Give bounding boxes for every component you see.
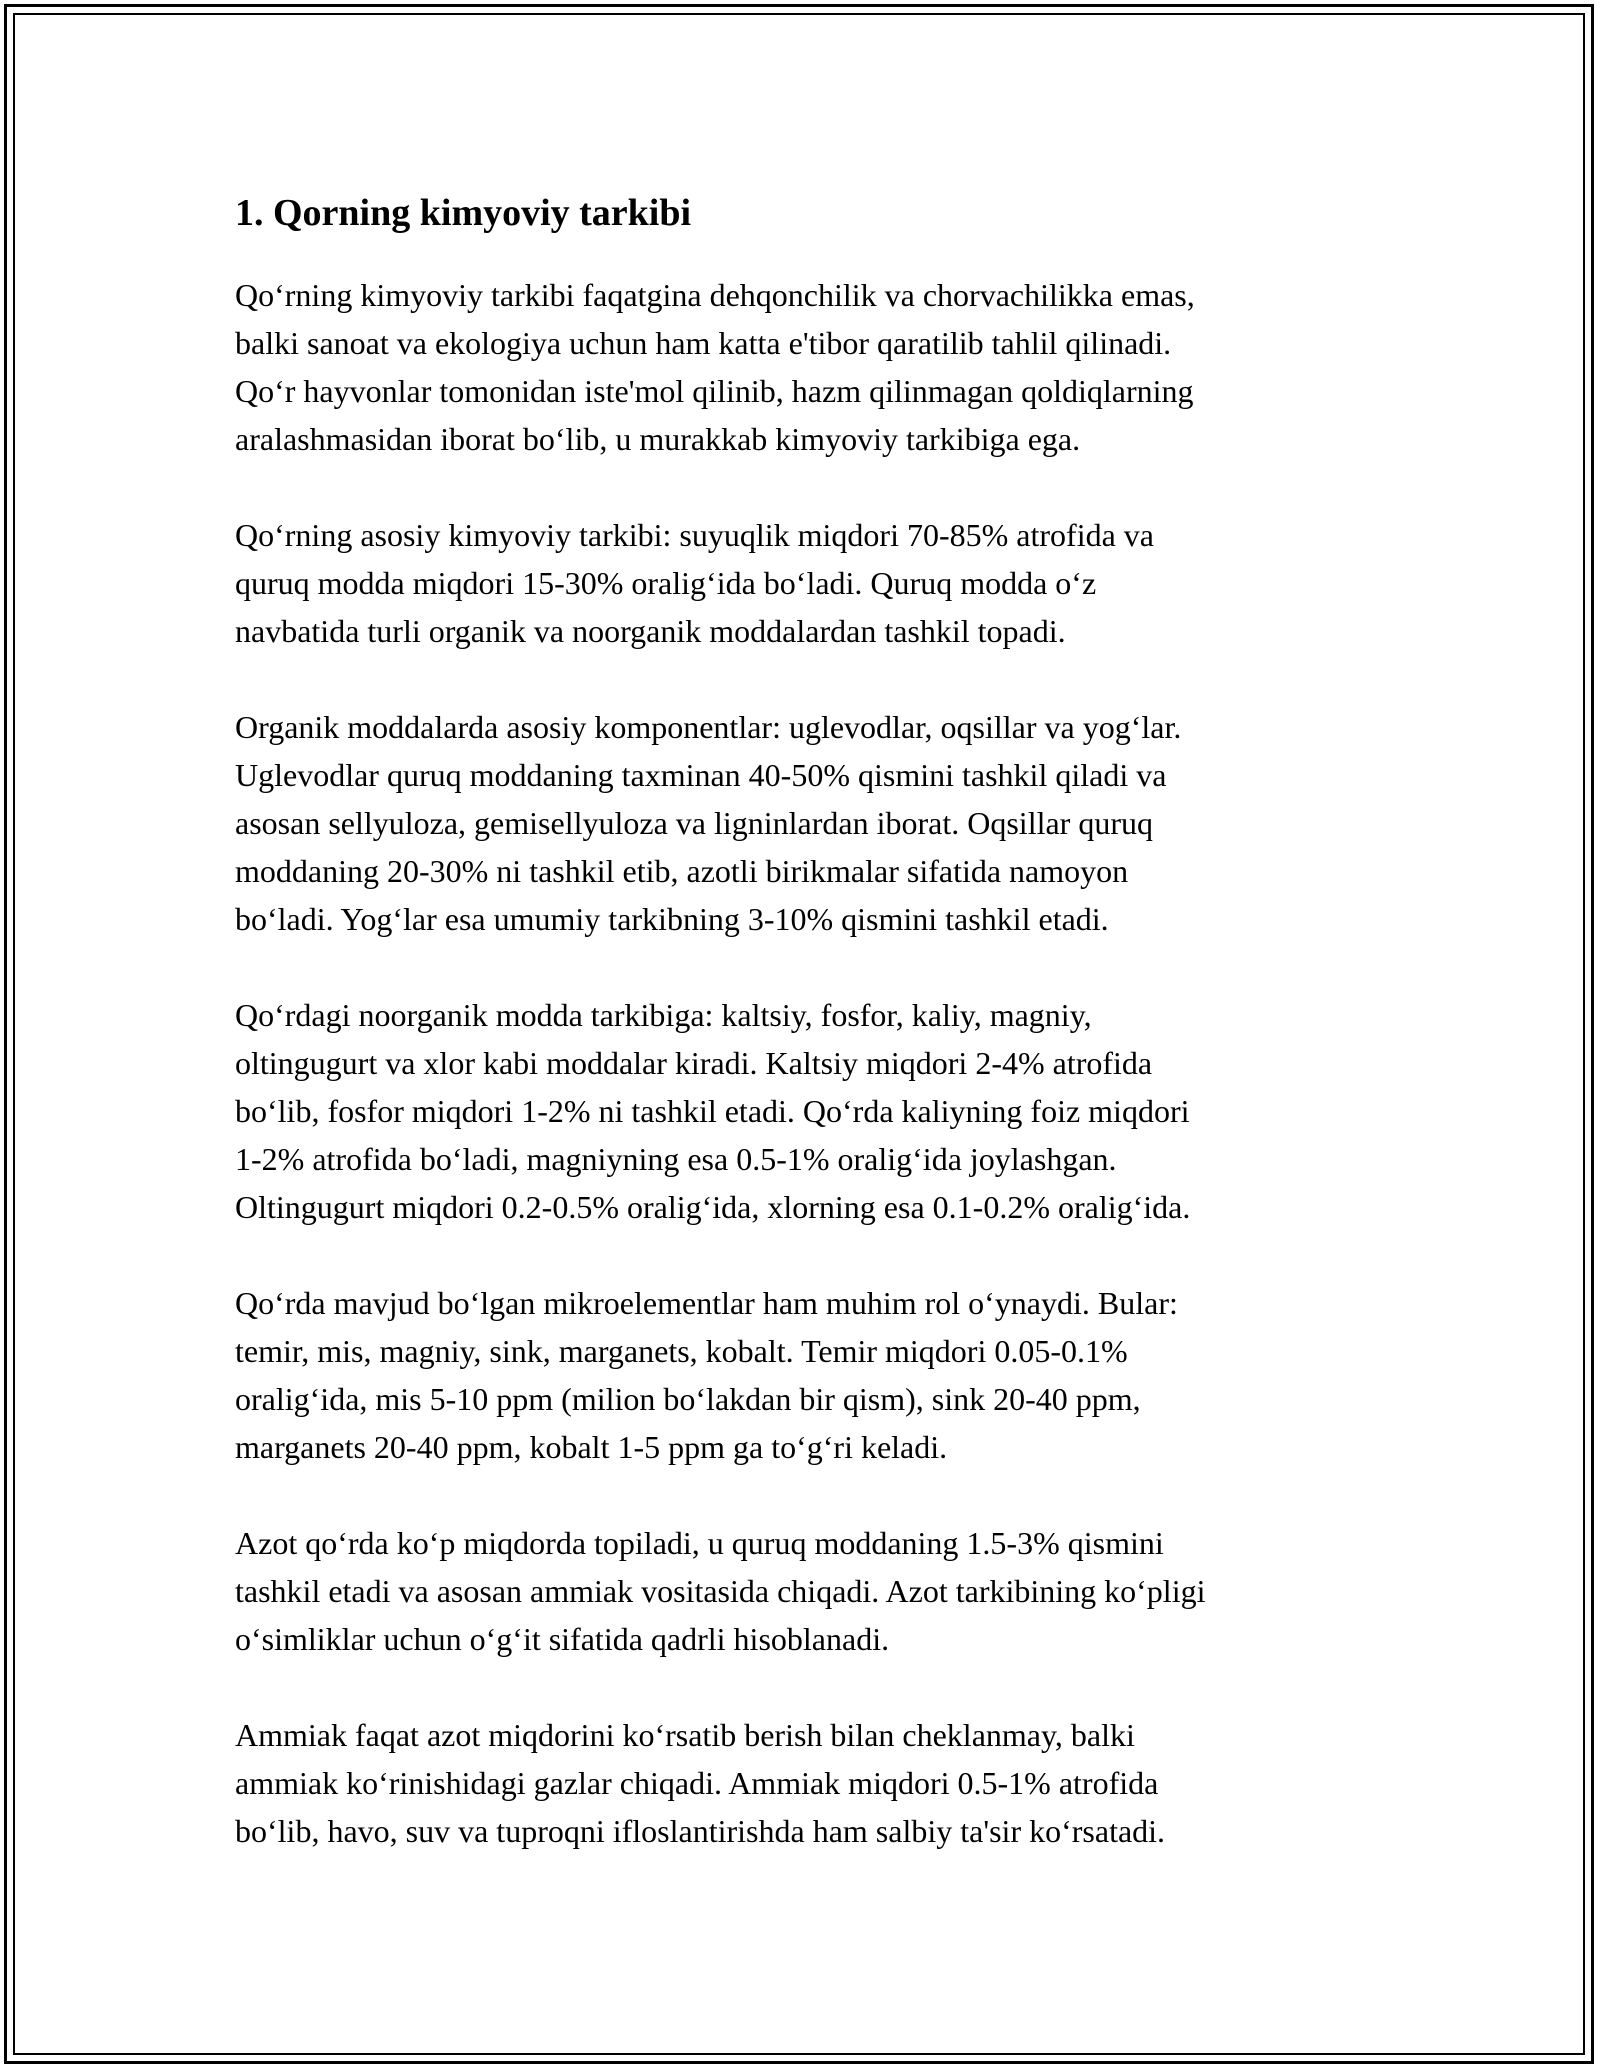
paragraph-ammonia: Ammiak faqat azot miqdorini ko‘rsatib berish bilan cheklanmay, balki ammiak ko‘rinishidagi gazlar chiqadi. Ammiak miqdori 0.5-1% atrofida bo‘lib, havo, suv va tuproqni ifloslantirishda ham salbiy ta'sir ko‘rsatadi. — [235, 1717, 1166, 1849]
paragraph-microelements: Qo‘rda mavjud bo‘lgan mikroelementlar ham muhim rol o‘ynaydi. Bular: temir, mis, magniy, sink, marganets, kobalt. Temir miqdori 0.05-0.1% oralig‘ida, mis 5-10 ppm (milion bo‘lakdan bir qism), sink 20-40 ppm, marganets 20-40 ppm, kobalt 1-5 ppm ga to‘g‘ri keladi. — [235, 1285, 1178, 1465]
paragraph-nitrogen: Azot qo‘rda ko‘p miqdorda topiladi, u quruq moddaning 1.5-3% qismini tashkil etadi va asosan ammiak vositasida chiqadi. Azot tarkibining ko‘pligi o‘simliklar uchun o‘g‘it sifatida qadrli hisoblanadi. — [235, 1525, 1206, 1657]
document-body — [235, 185, 1405, 1903]
paragraph-main-composition: Qo‘rning asosiy kimyoviy tarkibi: suyuqlik miqdori 70-85% atrofida va quruq modda miqdori 15-30% oralig‘ida bo‘ladi. Quruq modda o‘z navbatida turli organik va noorganik moddalardan tashkil topadi. — [235, 517, 1154, 649]
paragraph-organic-matter: Organik moddalarda asosiy komponentlar: uglevodlar, oqsillar va yog‘lar. Uglevodlar quruq moddaning taxminan 40-50% qismini tashkil qiladi va asosan sellyuloza, gemisellyuloza va ligninlardan iborat. Oqsillar quruq moddaning 20-30% ni tashkil etib, azotli birikmalar sifatida namoyon bo‘ladi. Yog‘lar esa umumiy tarkibning 3-10% qismini tashkil etadi. — [235, 709, 1182, 937]
paragraph-intro: Qo‘rning kimyoviy tarkibi faqatgina dehqonchilik va chorvachilikka emas, balki sanoat va ekologiya uchun ham katta e'tibor qaratilib tahlil qilinadi. Qo‘r hayvonlar tomonidan iste'mol qilinib, hazm qilinmagan qoldiqlarning aralashmasidan iborat bo‘lib, u murakkab kimyoviy tarkibiga ega. — [235, 277, 1195, 457]
section-heading: 1. Qorning kimyoviy tarkibi — [235, 192, 692, 234]
paragraph-inorganic-matter: Qo‘rdagi noorganik modda tarkibiga: kaltsiy, fosfor, kaliy, magniy, oltingugurt va xlor kabi moddalar kiradi. Kaltsiy miqdori 2-4% atrofida bo‘lib, fosfor miqdori 1-2% ni tashkil etadi. Qo‘rda kaliyning foiz miqdori 1-2% atrofida bo‘ladi, magniyning esa 0.5-1% oralig‘ida joylashgan. Oltingugurt miqdori 0.2-0.5% oralig‘ida, xlorning esa 0.1-0.2% oralig‘ida. — [235, 997, 1191, 1225]
